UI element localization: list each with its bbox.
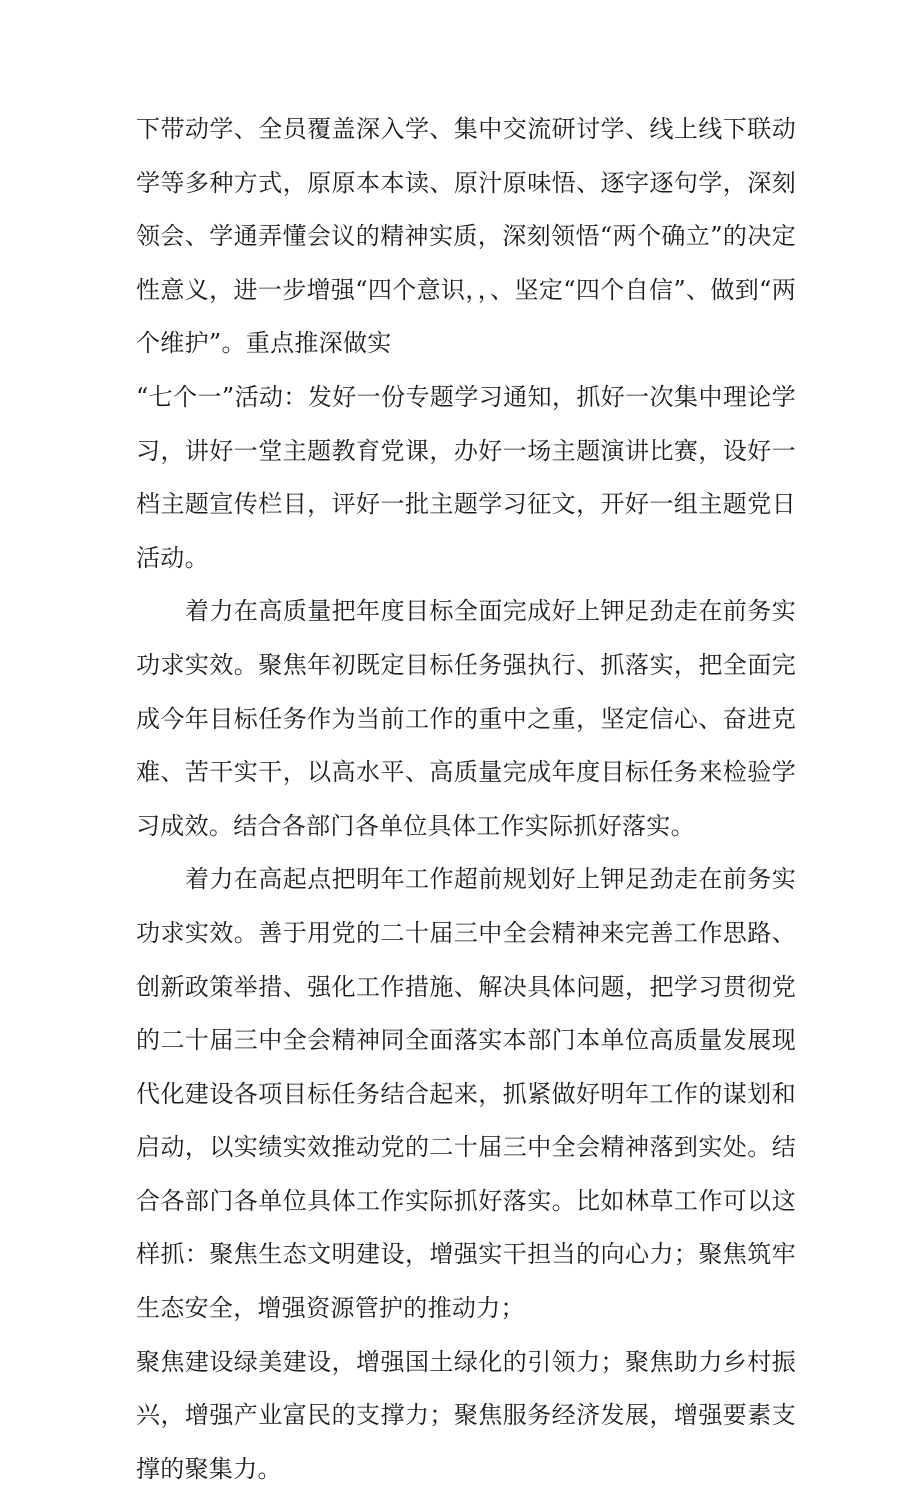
paragraph-1: 下带动学、全员覆盖深入学、集中交流研讨学、线上线下联动学等多种方式，原原本本读、原汁原味悟、逐字逐句学，深刻领会、学通弄懂会议的精神实质，深刻领悟“两个确立”的决定性意义，进一步增强“四个意识，，、坚定“四个自信”、做到“两个维护”。重点推深做实 [136, 115, 796, 358]
paragraph-3: 着力在高质量把年度目标全面完成好上钾足劲走在前务实功求实效。聚焦年初既定目标任务强执行、抓落实，把全面完成今年目标任务作为当前工作的重中之重，坚定信心、奋进克难、苦干实干，以高水平、高质量完成年度目标任务来检验学习成效。结合各部门各单位具体工作实际抓好落实。 [136, 597, 796, 840]
paragraph-2: “七个一”活动：发好一份专题学习通知，抓好一次集中理论学习，讲好一堂主题教育党课，办好一场主题演讲比赛，设好一档主题宣传栏目，评好一批主题学习征文，开好一组主题党日活动。 [136, 382, 796, 572]
paragraph-5: 聚焦建设绿美建设，增强国土绿化的引领力；聚焦助力乡村振兴，增强产业富民的支撑力；聚焦服务经济发展，增强要素支撑的聚集力。 [136, 1347, 796, 1483]
document-body [136, 103, 796, 1496]
paragraph-4: 着力在高起点把明年工作超前规划好上钾足劲走在前务实功求实效。善于用党的二十届三中全会精神来完善工作思路、创新政策举措、强化工作措施、解决具体问题，把学习贯彻党的二十届三中全会精神同全面落实本部门本单位高质量发展现代化建设各项目标任务结合起来，抓紧做好明年工作的谋划和启动，以实绩实效推动党的二十届三中全会精神落到实处。结合各部门各单位具体工作实际抓好落实。比如林草工作可以这样抓：聚焦生态文明建设，增强实干担当的向心力；聚焦筑牢生态安全，增强资源管护的推动力； [136, 865, 796, 1323]
